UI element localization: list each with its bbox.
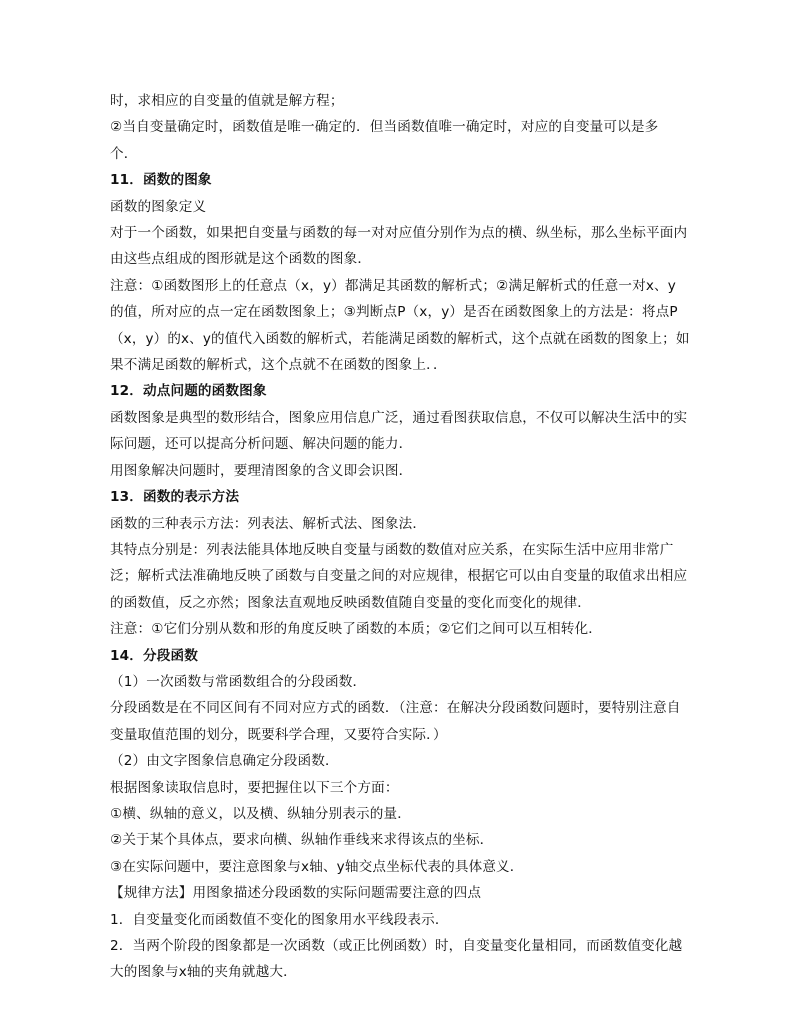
text-line: （1）一次函数与常函数组合的分段函数． xyxy=(110,673,367,690)
text-line: 【规律方法】用图象描述分段函数的实际问题需要注意的四点 xyxy=(110,885,482,902)
section-heading: 13．函数的表示方法 xyxy=(110,489,240,506)
text-line: 其特点分别是：列表法能具体地反映自变量与函数的数值对应关系，在实际生活中应用非常广 xyxy=(110,541,674,558)
text-line: 变量取值范围的划分，既要科学合理，又要符合实际．） xyxy=(110,726,447,743)
text-line: 由这些点组成的图形就是这个函数的图象． xyxy=(110,251,372,268)
text-line: 际问题，还可以提高分析问题、解决问题的能力． xyxy=(110,436,413,453)
text-line: ①横、纵轴的意义，以及横、纵轴分别表示的量． xyxy=(110,805,411,822)
text-line: 2．当两个阶段的图象都是一次函数（或正比例函数）时，自变量变化量相同，而函数值变化越 xyxy=(110,938,683,954)
text-line: 函数图象是典型的数形结合，图象应用信息广泛，通过看图获取信息，不仅可以解决生活中的实 xyxy=(110,409,688,426)
section-heading: 14．分段函数 xyxy=(110,647,198,664)
document-body xyxy=(110,88,690,986)
text-line: 大的图象与x轴的夹角就越大． xyxy=(110,964,297,981)
text-line: ②关于某个具体点，要求向横、纵轴作垂线来求得该点的坐标． xyxy=(110,832,494,849)
text-line: 1．自变量变化而函数值不变化的图象用水平线段表示． xyxy=(110,911,449,928)
text-line: 对于一个函数，如果把自变量与函数的每一对对应值分别作为点的横、纵坐标，那么坐标平面内 xyxy=(110,225,688,242)
section-heading: 12．动点问题的函数图象 xyxy=(110,383,267,400)
text-line: 函数的三种表示方法：列表法、解析式法、图象法． xyxy=(110,515,427,532)
text-line: 的值，所对应的点一定在函数图象上；③判断点P（x，y）是否在函数图象上的方法是：将点P xyxy=(110,304,678,321)
text-line: 泛；解析式法准确地反映了函数与自变量之间的对应规律，根据它可以由自变量的取值求出相应 xyxy=(110,568,688,585)
text-line: 根据图象读取信息时，要把握住以下三个方面： xyxy=(110,779,399,796)
text-line: ③在实际问题中，要注意图象与x轴、y轴交点坐标代表的具体意义． xyxy=(110,858,524,875)
text-line: （2）由文字图象信息确定分段函数． xyxy=(110,753,339,770)
text-line: ②当自变量确定时，函数值是唯一确定的．但当函数值唯一确定时，对应的自变量可以是多 xyxy=(110,119,659,136)
text-line: 用图象解决问题时，要理清图象的含义即会识图． xyxy=(110,462,413,479)
text-line: 注意：①它们分别从数和形的角度反映了函数的本质；②它们之间可以互相转化． xyxy=(110,621,602,638)
section-heading: 11．函数的图象 xyxy=(110,172,212,189)
text-line: 果不满足函数的解析式，这个点就不在函数的图象上．． xyxy=(110,357,447,374)
text-line: 注意：①函数图形上的任意点（x，y）都满足其函数的解析式；②满足解析式的任意一对x、y xyxy=(110,277,676,294)
text-line: 时，求相应的自变量的值就是解方程； xyxy=(110,93,344,109)
text-line: 的函数值，反之亦然；图象法直观地反映函数值随自变量的变化而变化的规律． xyxy=(110,594,592,611)
text-line: （x，y）的x、y的值代入函数的解析式，若能满足函数的解析式，这个点就在函数的图象上；如 xyxy=(110,330,690,347)
text-line: 函数的图象定义 xyxy=(110,198,207,215)
text-line: 个． xyxy=(110,145,138,162)
text-line: 分段函数是在不同区间有不同对应方式的函数．（注意：在解决分段函数问题时，要特别注意自 xyxy=(110,700,681,717)
